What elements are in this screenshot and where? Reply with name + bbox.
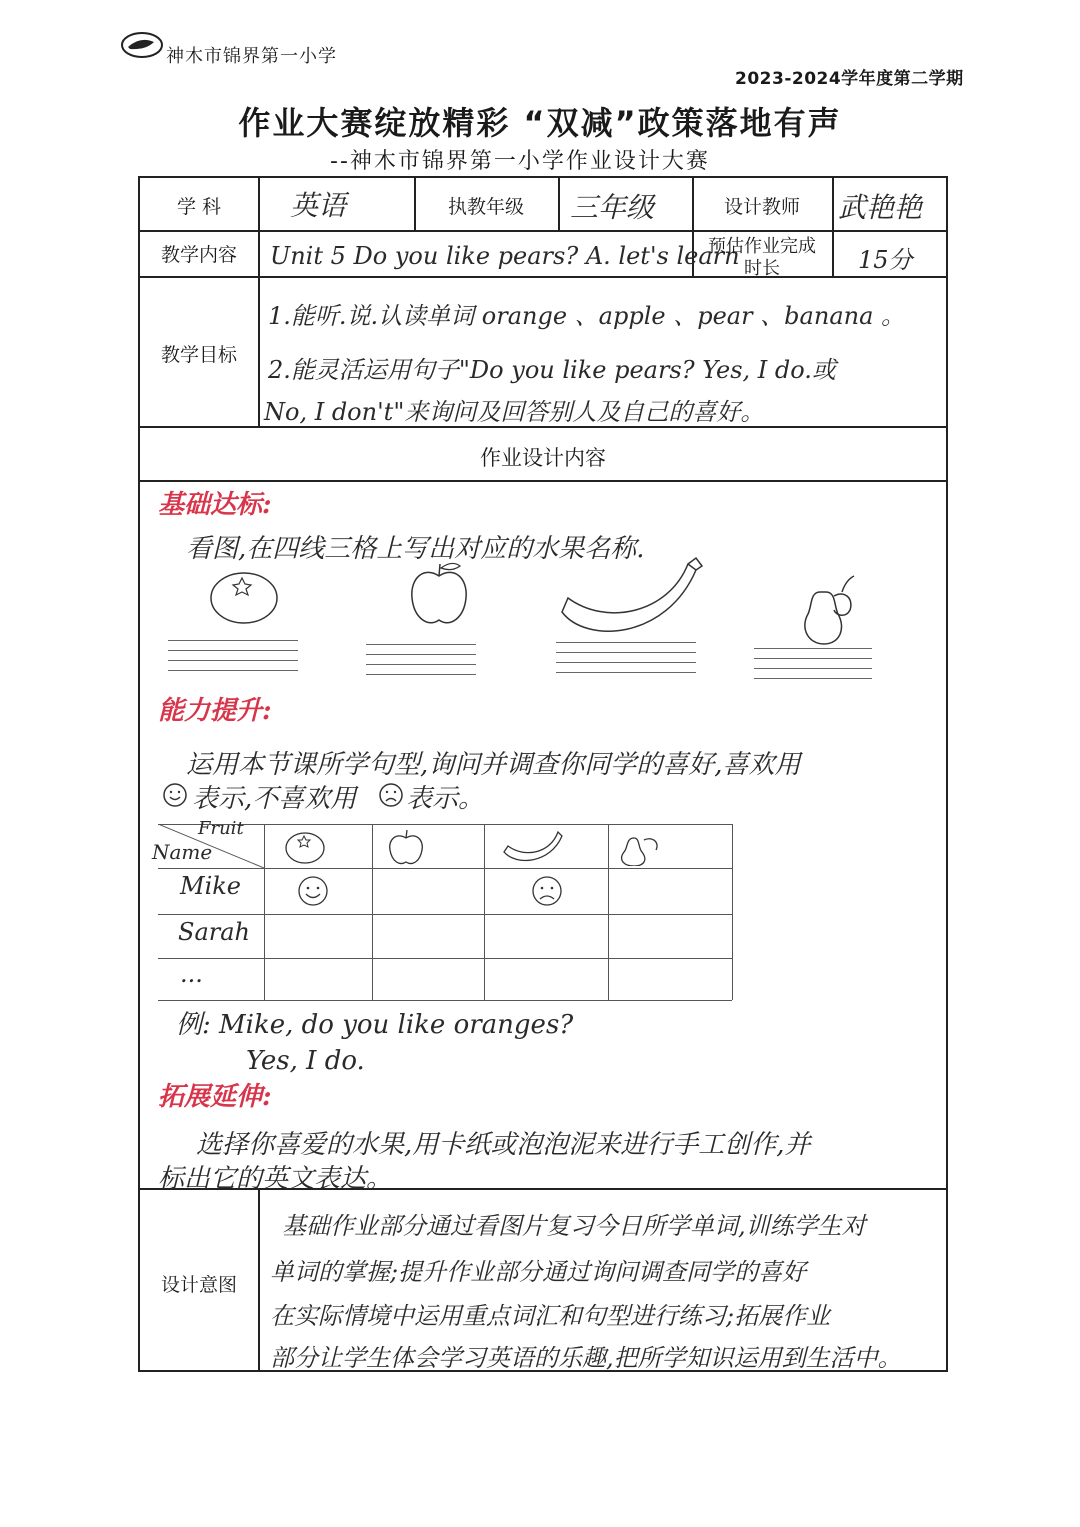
homework-form [138, 176, 948, 1372]
ability-text-1: 运用本节课所学句型,询问并调查你同学的喜好,喜欢用 [186, 750, 801, 780]
ability-text-2a: 表示,不喜欢用 [192, 784, 357, 814]
sad-face-icon [378, 782, 404, 808]
apple-icon [406, 556, 472, 632]
school-name: 神木市锦界第一小学 [166, 46, 337, 67]
smile-face-icon [162, 782, 188, 808]
ability-text-2b: 表示。 [406, 784, 485, 814]
duration-value: 15分 [858, 246, 913, 274]
mike-orange-smile-icon[interactable] [296, 874, 330, 908]
example-line-2: Yes, I do. [246, 1046, 365, 1076]
survey-apple-icon [386, 826, 426, 866]
intent-line-3: 在实际情境中运用重点词汇和句型进行练习;拓展作业 [270, 1302, 831, 1330]
mike-banana-sad-icon[interactable] [530, 874, 564, 908]
corner-fruit-label: Fruit [198, 818, 244, 839]
page-subtitle: --神木市锦界第一小学作业设计大赛 [330, 149, 710, 174]
orange-icon [204, 564, 284, 628]
basic-title: 基础达标: [158, 490, 272, 520]
subject-value: 英语 [290, 189, 347, 222]
content-value: Unit 5 Do you like pears? A. let's learn [270, 242, 740, 270]
term-label: 2023-2024学年度第二学期 [735, 69, 964, 89]
row-name-mike: Mike [180, 872, 241, 900]
row-name-sarah: Sarah [178, 918, 250, 946]
school-logo-icon [120, 30, 164, 60]
extend-text-1: 选择你喜爱的水果,用卡纸或泡泡泥来进行手工创作,并 [196, 1130, 811, 1160]
survey-banana-icon [500, 826, 570, 866]
page-title: 作业大赛绽放精彩 “双减”政策落地有声 [238, 104, 842, 142]
example-line-1: 例: Mike, do you like oranges? [176, 1010, 574, 1040]
duration-label-2: 时长 [744, 258, 780, 279]
goal-label: 教学目标 [160, 344, 237, 366]
section-title: 作业设计内容 [480, 446, 606, 470]
intent-line-2: 单词的掌握;提升作业部分通过询问调查同学的喜好 [270, 1258, 807, 1286]
teacher-label: 设计教师 [723, 196, 800, 218]
goal-2b: No, I don't"来询问及回答别人及自己的喜好。 [264, 398, 765, 426]
corner-name-label: Name [152, 840, 213, 864]
goal-2a: 2.能灵活运用句子"Do you like pears? Yes, I do.或 [268, 356, 836, 384]
extend-title: 拓展延伸: [158, 1082, 272, 1112]
duration-label-1: 预估作业完成 [708, 236, 816, 257]
intent-label: 设计意图 [160, 1274, 237, 1296]
row-name-more: ... [180, 960, 203, 988]
survey-orange-icon [282, 828, 328, 866]
intent-line-4: 部分让学生体会学习英语的乐趣,把所学知识运用到生活中。 [270, 1344, 902, 1372]
teacher-value: 武艳艳 [838, 191, 923, 224]
subject-label: 学 科 [176, 196, 222, 218]
grade-value: 三年级 [570, 191, 655, 224]
pear-icon [790, 570, 866, 650]
content-label: 教学内容 [160, 244, 237, 266]
basic-text: 看图,在四线三格上写出对应的水果名称. [186, 534, 645, 564]
intent-line-1: 基础作业部分通过看图片复习今日所学单词,训练学生对 [282, 1212, 866, 1240]
ability-title: 能力提升: [158, 696, 272, 726]
goal-1: 1.能听.说.认读单词 orange 、apple 、pear 、banana 。 [268, 302, 906, 330]
grade-label: 执教年级 [447, 196, 524, 218]
banana-icon [556, 554, 710, 646]
extend-text-2: 标出它的英文表达。 [158, 1164, 393, 1194]
survey-pear-icon [616, 828, 668, 866]
